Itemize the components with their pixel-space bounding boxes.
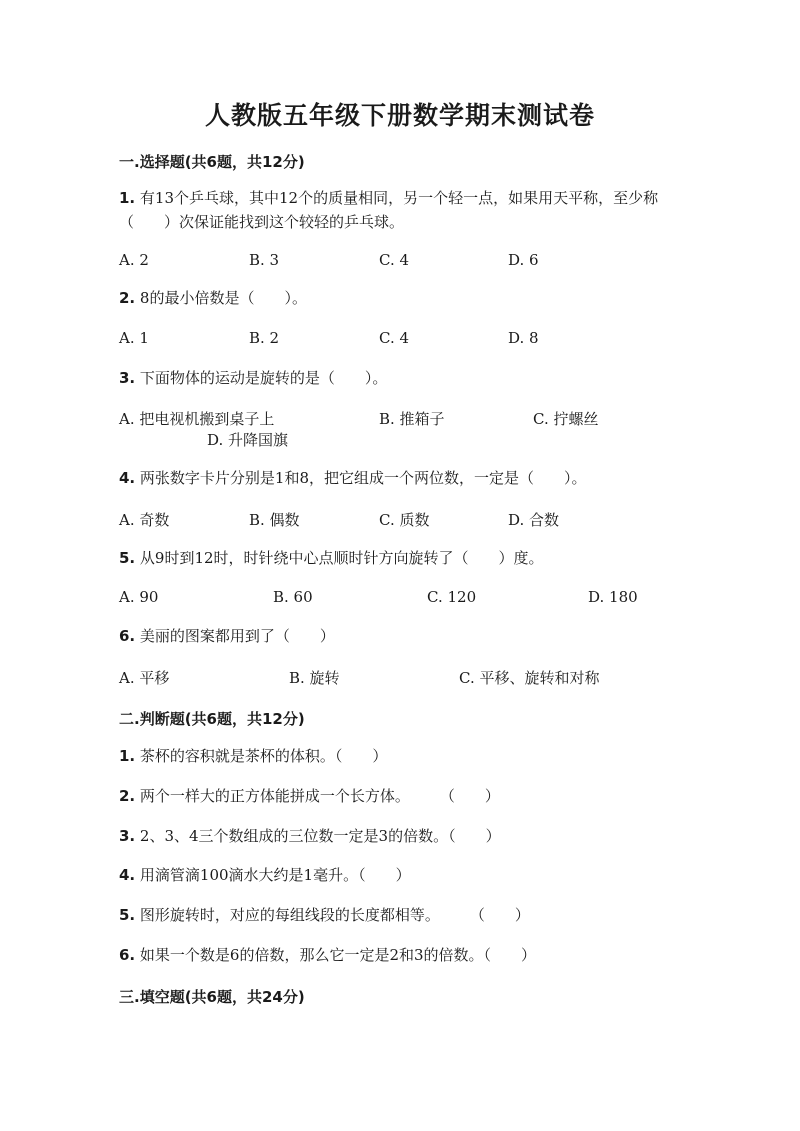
question-number: 5. — [119, 906, 136, 924]
question-1-6 — [119, 624, 679, 648]
question-1-1 — [119, 186, 679, 234]
option-d: D. 8 — [508, 329, 539, 347]
question-text: 有13个乒乓球，其中12个的质量相同，另一个轻一点，如果用天平称，至少称（ ）次保证能找到这个较轻的乒乓球。 — [119, 189, 659, 231]
question-number: 1. — [119, 189, 136, 207]
option-c: C. 质数 — [379, 511, 430, 529]
question-number: 4. — [119, 469, 136, 487]
option-b: B. 偶数 — [249, 511, 300, 529]
question-2-2 — [119, 784, 679, 808]
question-text: 如果一个数是6的倍数，那么它一定是2和3的倍数。（ ） — [139, 946, 537, 964]
option-c: C. 120 — [427, 588, 477, 606]
question-2-5 — [119, 903, 679, 927]
question-1-2 — [119, 286, 679, 310]
question-number: 1. — [119, 747, 136, 765]
option-b: B. 60 — [273, 588, 313, 606]
option-b: B. 2 — [249, 329, 280, 347]
question-number: 3. — [119, 827, 136, 845]
question-number: 6. — [119, 946, 136, 964]
option-a: A. 1 — [119, 329, 149, 347]
option-a: A. 奇数 — [119, 511, 170, 529]
section-heading-judgement: 二.判断题(共6题，共12分) — [119, 710, 305, 728]
option-c: C. 平移、旋转和对称 — [459, 669, 600, 687]
option-d: D. 6 — [508, 251, 539, 269]
option-b: B. 旋转 — [289, 669, 340, 687]
option-c: C. 4 — [379, 329, 410, 347]
question-number: 4. — [119, 866, 136, 884]
option-a: A. 平移 — [119, 669, 170, 687]
question-number: 3. — [119, 369, 136, 387]
question-number: 2. — [119, 787, 136, 805]
question-text: 2、3、4三个数组成的三位数一定是3的倍数。（ ） — [139, 827, 501, 845]
option-a: A. 把电视机搬到桌子上 — [119, 410, 275, 428]
question-text: 8的最小倍数是（ ）。 — [139, 289, 307, 307]
option-a: A. 2 — [119, 251, 149, 269]
question-text: 用滴管滴100滴水大约是1毫升。（ ） — [139, 866, 411, 884]
question-text: 从9时到12时，时针绕中心点顺时针方向旋转了（ ）度。 — [139, 549, 544, 567]
question-text: 茶杯的容积就是茶杯的体积。（ ） — [139, 747, 388, 765]
option-d: D. 升降国旗 — [207, 431, 289, 449]
question-1-4 — [119, 466, 679, 490]
question-1-5 — [119, 546, 679, 570]
question-2-1 — [119, 744, 679, 768]
question-2-3 — [119, 824, 679, 848]
question-text: 两个一样大的正方体能拼成一个长方体。 （ ） — [139, 787, 500, 805]
option-b: B. 推箱子 — [379, 410, 445, 428]
question-text: 图形旋转时，对应的每组线段的长度都相等。 （ ） — [139, 906, 530, 924]
option-c: C. 4 — [379, 251, 410, 269]
question-number: 2. — [119, 289, 136, 307]
question-text: 两张数字卡片分别是1和8，把它组成一个两位数，一定是（ ）。 — [139, 469, 587, 487]
question-text: 美丽的图案都用到了（ ） — [139, 627, 335, 645]
question-text: 下面物体的运动是旋转的是（ ）。 — [139, 369, 388, 387]
question-2-6 — [119, 943, 679, 967]
page-title: 人教版五年级下册数学期末测试卷 — [204, 101, 595, 130]
question-1-3 — [119, 366, 679, 390]
option-d: D. 合数 — [508, 511, 560, 529]
section-heading-fill-blank: 三.填空题(共6题，共24分) — [119, 988, 305, 1006]
question-number: 6. — [119, 627, 136, 645]
section-heading-choice: 一.选择题(共6题，共12分) — [119, 153, 305, 171]
question-number: 5. — [119, 549, 136, 567]
option-d: D. 180 — [588, 588, 638, 606]
question-2-4 — [119, 863, 679, 887]
option-c: C. 拧螺丝 — [533, 410, 599, 428]
option-a: A. 90 — [119, 588, 159, 606]
option-b: B. 3 — [249, 251, 280, 269]
